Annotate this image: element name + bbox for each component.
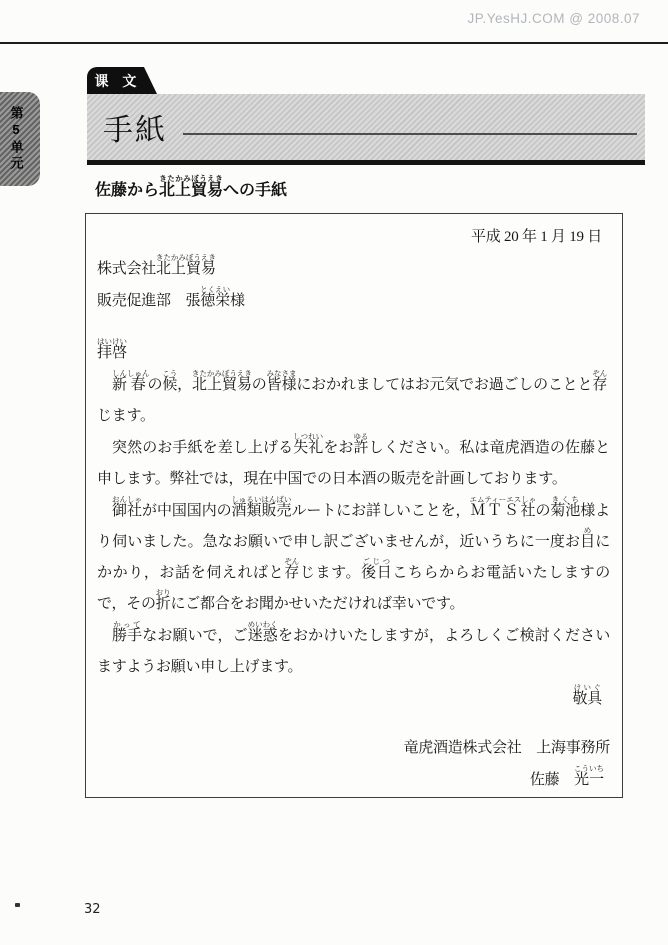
lesson-text-tab	[87, 67, 144, 94]
unit-side-tab-label: 第5单元	[8, 106, 24, 172]
recipient-company: 株式会社北上貿易きたかみぼうえき	[97, 253, 216, 277]
unit-side-tab	[0, 92, 40, 186]
section-title-rule	[183, 133, 637, 135]
recipient-person: 販売促進部 張徳栄とくえい様	[97, 285, 245, 309]
signature-name: 佐藤 光一こういち	[529, 764, 604, 788]
letter-signature	[97, 733, 610, 796]
section-title: 手紙	[103, 114, 167, 147]
letter-paragraph-1: 新春しんしゅんの候こう，北上貿易きたかみぼうえきの皆様みなさまにおかれましてはお元気でお過ごしのことと存ぞんじます。	[97, 369, 608, 424]
scan-speck	[15, 903, 20, 907]
letter-body-box	[85, 213, 623, 798]
lesson-text-tab-label: 课 文	[94, 72, 142, 89]
letter-date: 平成 20 年 1 月 19 日	[470, 229, 602, 245]
top-divider	[0, 42, 668, 44]
watermark: JP.YesHJ.COM @ 2008.07	[467, 11, 640, 26]
page-number: 32	[84, 902, 101, 917]
letter-paragraph-3: 御社おんしゃが中国国内の酒類販売しゅるいはんばいルートにお詳しいことを，ＭＴＳ社エムティーエスしゃの菊池きくち様より伺いました。急なお願いで申し訳ございませんが，近いうちに一度お目めにかかり，お話を伺えればと存ぞんじます。後日ごじつこちらからお電話いたしますので，その折おりにご都合をお聞かせいただければ幸いです。	[97, 495, 610, 612]
letter-closing: 敬具けいぐ	[572, 683, 602, 707]
letter-paragraph-4: 勝手かってなお願いで，ご迷惑めいわくをおかけいたしますが，よろしくご検討くださいますようお願い申し上げます。	[97, 620, 610, 675]
letter-salutation: 拝啓はいけい	[97, 337, 127, 361]
section-header-band	[87, 94, 645, 160]
section-header-underline	[87, 160, 645, 165]
signature-company: 竜虎酒造株式会社 上海事務所	[403, 740, 610, 756]
letter-subtitle: 佐藤から北上貿易きたかみぼうえきへの手紙	[95, 174, 288, 199]
letter-paragraph-2: 突然のお手紙を差し上げる失礼しつれいをお許ゆるしください。私は竜虎酒造の佐藤と申します。弊社では，現在中国での日本酒の販売を計画しております。	[97, 432, 610, 487]
